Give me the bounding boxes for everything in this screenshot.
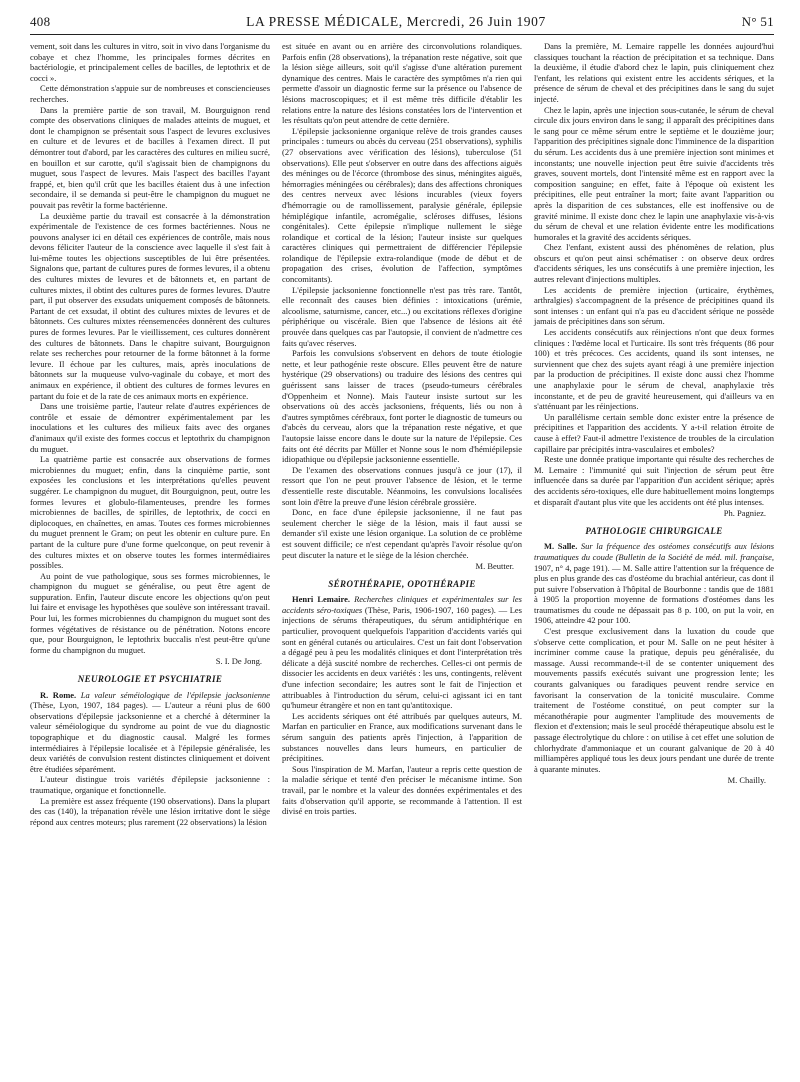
review-entry xyxy=(30,690,270,775)
paragraph: C'est presque exclusivement dans la luxation du coude que s'observe cette complication, et pour M. Salle on ne peut hésiter à incriminer comme cause la pratique, depuis peu généralisée, du massage. Aussi recommande-t-il de se contenter uniquement des mouvements passifs exécutés suivant une progression lente; les courants galvaniques ou faradiques peuvent rendre service en favorisant la conservation de la tonicité musculaire. Comme traitement de l'ostéome constitué, on peut compter sur la mécanothérapie pour augmenter l'amplitude des mouvements de flexion et d'extension; mais le seul procédé thérapeutique absolu est le passage électrolytique du chlore : on utilise à cet effet une solution de chlorhydrate d'ammoniaque et un courant galvanique de 20 à 40 milliampères appliqué tous les deux jours pendant une durée de trente à quarante minutes. xyxy=(534,626,774,774)
paragraph: L'auteur distingue trois variétés d'épilepsie jacksonienne : traumatique, organique et fonctionnelle. xyxy=(30,774,270,795)
review-signature: M. Chailly. xyxy=(727,775,766,786)
column-2 xyxy=(282,41,522,827)
running-head xyxy=(30,14,774,30)
paragraph: vement, soit dans les cultures in vitro, soit in vivo dans l'organisme du cobaye et chez l'homme, les principales formes décrites en bactériologie, et principalement celles de bacilles, de leptothrix et de cocci ». xyxy=(30,41,270,83)
paragraph: Les accidents de première injection (urticaire, érythèmes, arthralgies) s'accompagnent de la présence de précipitines quand ils sont intenses : un enfant qui n'a pas eu d'accident sérique ne possède jamais de précipitines dans son sérum. xyxy=(534,284,774,327)
column-1 xyxy=(30,41,270,827)
paragraph: Chez le lapin, après une injection sous-cutanée, le sérum de cheval circule dix jours environ dans le sang; il apparaît des précipitines dans le sang pour ce même sérum entre le septième et le douzième jour; l'apparition des précipitines signale donc l'imminence de la disparition du sérum. Les accidents dus à une première injection sont minimes et inconstants; une nouvelle injection peut être suivie d'accidents très graves, souvent mortels, dont l'intensité même est en rapport avec la composition sanguine; en effet, faite à l'époque où existent les précipitines, elle peut entraîner la mort; faite avant l'apparition ou après la disparition de ces substances, elle est inoffensive ou de gravité minime. Il existe donc chez le lapin une anaphylaxie vis-à-vis du sérum de cheval et une relation évidente entre les modifications humorales et la gravité des accidents sériques. xyxy=(534,104,774,242)
review-entry xyxy=(534,541,774,626)
review-reference: (Thèse, Paris, 1906-1907, 160 pages). xyxy=(364,604,496,615)
paragraph: La quatrième partie est consacrée aux observations de formes microbiennes du muguet; enfin, dans la cinquième partie, sont exposées les conclusions et les interprétations qu'elles peuvent suggérer. Le champignon du muguet, dit Bourguignon, peut, outre les formes levures et globulo-filamenteuses, prendre les formes microbiennes de bacilles, de spirilles, de leptothrix, de cocci en diplocoques, en chaînettes, en amas. Toutes ces formes microbiennes du muguet prennent le Gram; on peut les obtenir en culture pure. En partant de la culture pure d'une forme quelconque, on peut revenir à des cultures mixtes et on observe toutes les formes intermédiaires possibles. xyxy=(30,454,270,571)
section-heading: NEUROLOGIE ET PSYCHIATRIE xyxy=(77,674,223,685)
paragraph: Dans une troisième partie, l'auteur relate d'autres expériences de contrôle et essaie de démontrer expérimentalement par les inoculations et les cultures des milieux faits avec des organes d'animaux qu'il existe des formes coccus et leptothrix du champignon du muguet. xyxy=(30,401,270,454)
paragraph: Cette démonstration s'appuie sur de nombreuses et consciencieuses recherches. xyxy=(30,83,270,104)
paragraph: Dans la première partie de son travail, M. Bourguignon rend compte des observations cliniques de malades atteints de muguet, et dont le champignon se présentait sous l'aspect de levures exclusives en culture et de levures et de bacilles à l'examen direct. Il put démontrer tout d'abord, par les caractères des cultures en milieu sucré, en bouillon et sur carotte, qu'il s'agissait bien de champignons du muguet, sous l'aspect de levures. Mais l'aspect des bacilles l'ayant frappé, et, bien qu'il crût que les bacilles étaient dus à une infection secondaire, il se demanda si peut-être le champignon du muguet ne pouvait pas revêtir la forme bactérienne. xyxy=(30,104,270,210)
paragraph: Parfois les convulsions s'observent en dehors de toute étiologie nette, et leur pathogénie reste obscure. Elles peuvent être de nature hystérique (29 observations) ou traduire des lésions des centres qui guérissent sans laisser de traces (pseudo-tumeurs cérébrales d'Oppenheim et Nonne). Mais l'auteur insiste surtout sur les observations où des accès jacksoniens, fréquents, liés ou non à d'autres symptômes cérébraux, font porter le diagnostic de tumeurs ou d'abcès du cerveau, alors que la trépanation reste négative, et que l'autopsie laisse encore dans le doute sur la nature de l'épilepsie. Ces faits ont été décrits par Müller et Nonne sous le nom d'hémiépilepsie idiopathique ou d'épilepsie jacksonienne essentielle. xyxy=(282,348,522,465)
header-rule xyxy=(30,34,774,35)
page-number: 408 xyxy=(30,14,51,29)
paragraph: est située en avant ou en arrière des circonvolutions rolandiques. Parfois enfin (28 observations), la trépanation reste négative, soit que la lésion siège ailleurs, soit qu'il s'agisse d'une altération purement dynamique des centres. Mais le caractère des symptômes n'a rien qui permette d'assoir un diagnostic ferme sur la présence ou l'absence de lésions macroscopiques; et il est même très difficile d'établir les relations entre la nature des lésions constatées lors de l'intervention et les résultats qu'on peut attendre de cette dernière. xyxy=(282,41,522,126)
paragraph: Au point de vue pathologique, sous ses formes microbiennes, le champignon du muguet se généralise, ou peut être agent de suppuration. Enfin, l'auteur discute encore les objections qu'on peut lui faire et envisage les hypothèses que soulève son intéressant travail. Pour lui, les formes microbiennes du champignon du muguet sont des formes végétatives de résistance ou de pénétration. Notons encore que, pour Bourguignon, le leptothrix buccalis n'est peut-être qu'une forme du champignon du muguet. xyxy=(30,570,270,655)
paragraph: Chez l'enfant, existent aussi des phénomènes de relation, plus obscurs et qu'on peut ainsi schématiser : on observe deux ordres d'accidents sériques, les uns consécutifs à une première injection, les autres relevant d'injections multiples. xyxy=(534,242,774,285)
paragraph: De l'examen des observations connues jusqu'à ce jour (17), il ressort que l'on ne peut prouver l'absence de lésion, et le terme d'essentielle reste discutable. Néanmoins, les convulsions localisées sont loin d'être la preuve d'une lésion cérébrale grossière. xyxy=(282,464,522,507)
paragraph: Les accidents sériques ont été attribués par quelques auteurs, M. Marfan en particulier en France, aux modifications survenant dans le sérum sanguin des patients après l'injection, à l'apparition de substances nouvelles dans leurs humeurs, en particulier de précipitines. xyxy=(282,710,522,764)
paragraph: L'épilepsie jacksonienne fonctionnelle n'est pas très rare. Tantôt, elle reconnaît des causes bien définies : intoxications (urémie, alcoolisme, saturnisme, cancer, etc...) ou excitations réflexes d'origine périphérique ou viscérale. Bien que l'absence de lésions ait été prouvée dans quelques cas par l'autopsie, il convient de n'admettre ces faits qu'avec réserves. xyxy=(282,284,522,348)
review-reference: (Bulletin de la Société de méd. mil. française, xyxy=(615,551,774,562)
paragraph: Reste une donnée pratique importante qui résulte des recherches de M. Lemaire : l'immunité qui suit l'injection de sérum peut être influencée dans sa durée par l'apparition d'un accident sérique; après des accidents séro-toxiques, elle dure habituellement moins longtemps et disparaît d'autant plus vite que les accidents ont été plus intenses. xyxy=(534,454,774,507)
journal-title: LA PRESSE MÉDICALE, Mercredi, 26 Juin 1907 xyxy=(246,14,546,29)
review-author: Henri Lemaire. xyxy=(292,594,350,605)
paragraph: Donc, en face d'une épilepsie jacksonienne, il ne faut pas seulement chercher le siège de la lésion, mais il faut aussi se demander s'il existe une lésion organique. La solution de ce problème est souvent difficile; ce n'est cependant qu'après l'avoir résolue qu'on peut discuter la nature et le siège de la lésion cherchée. xyxy=(282,507,522,560)
review-reference-detail: 1907, n° 4, page 191). xyxy=(534,562,610,573)
paragraph: Dans la première, M. Lemaire rappelle les données aujourd'hui classiques touchant la réaction de précipitation et sa technique. Dans la deuxième, il étudie d'abord chez le lapin, puis cliniquement chez l'enfant, les relations qui existent entre les accidents sériques, et la présence de sérum de cheval et des précipitines dans le sang du sujet injecté. xyxy=(534,41,774,104)
review-signature: S. I. De Jong. xyxy=(215,656,262,667)
paragraph: La première est assez fréquente (190 observations). Dans la plupart des cas (140), la trépanation révèle une lésion irritative dont le siège répond aux centres moteurs; plus rarement (22 observations) la lésion xyxy=(30,795,270,827)
review-title: Sur la fréquence des ostéomes consécutifs aux lésions traumatiques du coude xyxy=(534,541,775,562)
review-title: La valeur séméiologique de l'épilepsie jacksonienne xyxy=(80,689,270,700)
section-heading: SÉROTHÉRAPIE, OPOTHÉRAPIE xyxy=(328,578,476,589)
paragraph: L'épilepsie jacksonienne organique relève de trois grandes causes principales : tumeurs ou abcès du cerveau (251 observations), syphilis (27 observations avec vérification des lésions), tuberculose (51 observations). Elle peut s'observer en outre dans des affections aiguës des méninges ou de l'écorce (thrombose des sinus, méningites aiguës, hémorragies méningées ou cérébrales); dans des affections chroniques des centres nerveux avec lésions incurables (vieux foyers d'hémorragie ou de ramollissement, paralysie générale, épilepsie hémiplégique infantile, acromégalie, scléroses diffuses, lésions congénitales). Cette épilepsie n'implique nullement le siège rolandique et cortical de la lésion; l'auteur insiste sur quelques caractères cliniques qui permettraient de différencier l'épilepsie rolandique de l'épilepsie extra-rolandique (mode de début et de propagation des crises, évolution de l'affection, symptômes concomitants). xyxy=(282,125,522,285)
review-body: — Les injections de sérums thérapeutiques, du sérum antidiphtérique en particulier, provoquent quelquefois l'apparition d'accidents variés qui sont en général cutanés ou articulaires. C'est un fait dont l'observation a dégagé peu à peu les modalités cliniques et dont l'interprétation très délicate a déjà suscité nombre de recherches. Celles-ci ont permis de dissocier les accidents en deux variétés : les uns, contingents, relèvent d'une infection secondaire; les autres sont le fait de l'injection et attribuables à l'introduction du sérum, celui-ci agissant ici en tant qu'humeur étrangère et non en tant qu'antitoxique. xyxy=(282,604,522,711)
review-signature: Ph. Pagniez. xyxy=(723,508,766,519)
paragraph: La deuxième partie du travail est consacrée à la démonstration expérimentale de l'existence de ces formes bactériennes. Nous ne pouvons analyser ici en détail ces expériences de contrôle, mais nous devons féliciter l'auteur de la conscience avec laquelle il s'est fait à lui-même toutes les objections susceptibles de lui être présentées. Signalons que, partant de cultures pures de formes levures, il a obtenu des cultures mixtes de levures et de bâtonnets et, en partant de cultures mixtes, il obtint des cultures pures de formes levures. D'autre part, il put observer des exsudats uniquement composés de bâtonnets. Partant de cet exsudat, il obtint des cultures mixtes de levures et de bâtonnets. Ces cultures mixtes réensemencées donnèrent des cultures pures de formes levures. Par le vieillissement, ces cultures donnèrent des cultures de bâtonnets. Dans le chapitre suivant, Bourguignon relate ses recherches pour retourner de la forme bâtonnet à la forme levure. Il échoue par les cultures, mais, après inoculations de bâtonnets sur la muqueuse vulvo-vaginale du cobaye, et mort des animaux en expérience, il obtient des cultures de formes levures en partant du foie et de la rate de ces animaux morts en expérience. xyxy=(30,210,270,401)
review-signature: M. Beutter. xyxy=(475,561,514,572)
paragraph: Sous l'inspiration de M. Marfan, l'auteur a repris cette question de la maladie sérique et tenté d'en préciser le mécanisme intime. Son travail, par le nombre et la valeur des données expérimentales et des faits d'observation qu'il apporte, se recommande à l'attention. Il est divisé en trois parties. xyxy=(282,763,522,817)
review-author: M. Salle. xyxy=(544,541,578,552)
review-body: — M. Salle attire l'attention sur la fréquence de plus en plus grande des cas d'ostéome du brachial antérieur, cas dont il put suivre l'observation à l'hôpital de Bourbonne : tandis que de 1881 à 1905 la proportion moyenne de formations d'ostéomes dans les traumatismes du coude ne dépassait pas 8 p. 100, on put la voir, en 1906, atteindre 42 pour 100. xyxy=(534,562,775,626)
paragraph: Les accidents consécutifs aux réinjections n'ont que deux formes cliniques : l'œdème local et l'urticaire. Ils sont très fréquents (86 pour 100) et très précoces. Ces accidents, quand ils sont intenses, ne surviennent que chez des sujets ayant réagi à une première injection par la production de précipitines. Il existe donc aussi chez l'homme une anaphylaxie pour le sérum de cheval, anaphylaxie très inconstante, et de peu de gravité heureusement, qui d'ailleurs va en s'atténuant par les réinjections. xyxy=(534,327,774,412)
column-3 xyxy=(534,41,774,827)
text-columns xyxy=(30,41,774,827)
review-entry xyxy=(282,594,522,711)
review-author: R. Rome. xyxy=(40,689,77,700)
review-reference: (Thèse, Lyon, 1907, 184 pages). xyxy=(30,700,148,711)
issue-number: N° 51 xyxy=(741,14,774,29)
review-title: Recherches cliniques et expérimentales sur les accidents séro-toxiques xyxy=(282,594,522,615)
section-heading: PATHOLOGIE CHIRURGICALE xyxy=(585,525,723,536)
paragraph: Un parallélisme certain semble donc exister entre la présence de précipitines et l'apparition des accidents. Y a-t-il relation étroite de cause à effet? Faut-il admettre l'existence de troubles de la circulation capillaire par précipités intra-vasculaires et emboles? xyxy=(534,411,774,454)
review-body: — L'auteur a réuni plus de 600 observations d'épilepsie jacksonienne et a cherché à déterminer la valeur séméiologique du syndrome au point de vue du diagnostic topographique et du diagnostic causal. Malgré les formes intermédiaires à l'épilepsie localisée et à l'épilepsie généralisée, les deux variétés de convulsion restent distinctes cliniquement et doivent être étudiées séparément. xyxy=(30,700,270,774)
